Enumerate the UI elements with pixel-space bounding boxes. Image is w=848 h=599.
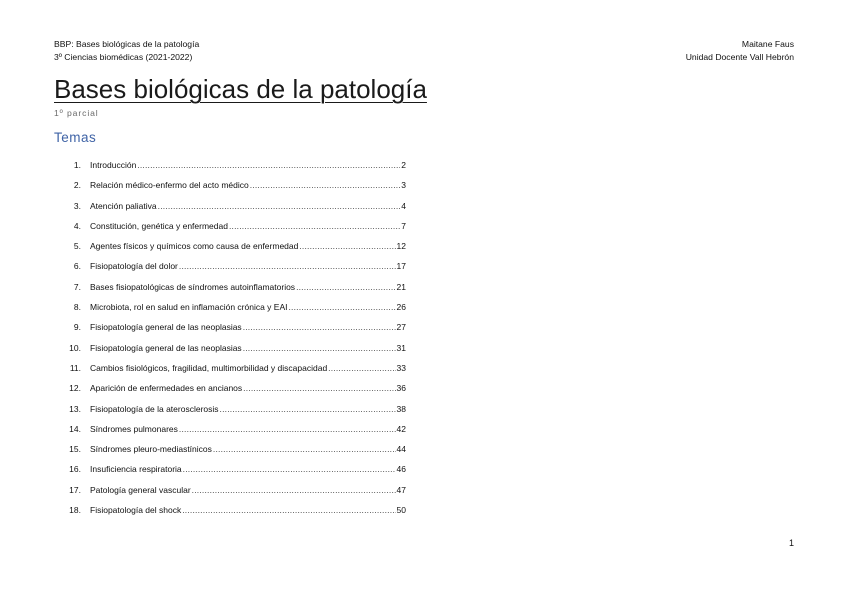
toc-entry-title[interactable]: Microbiota, rol en salud en inflamación crónica y EAI: [90, 302, 288, 313]
toc-entry-page[interactable]: 46: [396, 464, 406, 475]
toc-entry-title[interactable]: Agentes físicos y químicos como causa de enfermedad: [90, 241, 299, 252]
toc-dot-leader: [179, 256, 396, 276]
toc-entry-page[interactable]: 27: [396, 322, 406, 333]
toc-dot-leader: [243, 378, 395, 398]
toc-entry-title[interactable]: Relación médico-enfermo del acto médico: [90, 180, 249, 191]
toc-entry-page[interactable]: 26: [396, 302, 406, 313]
toc-entry-title[interactable]: Síndromes pulmonares: [90, 423, 178, 434]
toc-entry[interactable]: [54, 277, 406, 297]
toc-entry-number: 10.: [69, 342, 81, 353]
toc-entry-page[interactable]: 12: [396, 241, 406, 252]
toc-dot-leader: [328, 358, 395, 378]
toc-entry-page[interactable]: 36: [396, 383, 406, 394]
toc-dot-leader: [243, 338, 396, 358]
toc-entry-number: 6.: [73, 261, 81, 272]
toc-entry[interactable]: [54, 419, 406, 439]
toc-entry-page[interactable]: 31: [396, 342, 406, 353]
toc-entry-number: 5.: [73, 241, 81, 252]
toc-entry[interactable]: [54, 216, 406, 236]
toc-entry-title[interactable]: Patología general vascular: [90, 484, 191, 495]
header-course-name: BBP: Bases biológicas de la patología: [54, 39, 200, 49]
toc-entry[interactable]: [54, 175, 406, 195]
toc-entry[interactable]: [54, 480, 406, 500]
toc-dot-leader: [192, 480, 396, 500]
toc-entry-title[interactable]: Insuficiencia respiratoria: [90, 464, 182, 475]
header-author: Maitane Faus: [741, 39, 794, 49]
toc-entry-title[interactable]: Fisiopatología general de las neoplasias: [90, 342, 242, 353]
toc-entry-number: 3.: [73, 200, 81, 211]
toc-dot-leader: [213, 439, 396, 459]
toc-dot-leader: [158, 196, 401, 216]
running-header-left: [54, 38, 199, 63]
toc-entry-page[interactable]: 7: [401, 220, 406, 231]
toc-dot-leader: [250, 175, 401, 195]
toc-entry-page[interactable]: 33: [396, 362, 406, 373]
toc-entry-number: 9.: [73, 322, 81, 333]
toc-entry-page[interactable]: 21: [396, 281, 406, 292]
toc-entry-title[interactable]: Atención paliativa: [90, 200, 157, 211]
section-heading-temas: Temas: [54, 130, 97, 145]
toc-dot-leader: [229, 216, 400, 236]
toc-entry[interactable]: [54, 378, 406, 398]
toc-entry-page[interactable]: 42: [396, 423, 406, 434]
toc-entry[interactable]: [54, 196, 406, 216]
toc-entry-number: 13.: [69, 403, 81, 414]
toc-entry-page[interactable]: 17: [396, 261, 406, 272]
toc-entry-number: 15.: [69, 444, 81, 455]
toc-dot-leader: [182, 500, 395, 520]
toc-entry-title[interactable]: Fisiopatología general de las neoplasias: [90, 322, 242, 333]
toc-dot-leader: [179, 419, 396, 439]
toc-entry-number: 14.: [69, 423, 81, 434]
toc-dot-leader: [137, 155, 400, 175]
toc-entry-title[interactable]: Síndromes pleuro-mediastínicos: [90, 444, 212, 455]
toc-entry-page[interactable]: 3: [401, 180, 406, 191]
toc-entry-number: 2.: [73, 180, 81, 191]
toc-entry[interactable]: [54, 256, 406, 276]
toc-entry-number: 18.: [69, 505, 81, 516]
toc-entry-title[interactable]: Aparición de enfermedades en ancianos: [90, 383, 243, 394]
table-of-contents: [54, 155, 406, 520]
toc-entry[interactable]: [54, 399, 406, 419]
toc-entry-number: 16.: [69, 464, 81, 475]
toc-entry-page[interactable]: 44: [396, 444, 406, 455]
document-title: Bases biológicas de la patología: [54, 74, 427, 104]
header-unit: Unidad Docente Vall Hebrón: [685, 51, 794, 62]
toc-entry-title[interactable]: Cambios fisiológicos, fragilidad, multimorbilidad y discapacidad: [90, 362, 328, 373]
toc-entry-number: 4.: [73, 220, 81, 231]
toc-entry[interactable]: [54, 317, 406, 337]
toc-entry[interactable]: [54, 439, 406, 459]
toc-entry-title[interactable]: Constitución, genética y enfermedad: [90, 220, 228, 231]
toc-entry-page[interactable]: 38: [396, 403, 406, 414]
toc-entry-number: 17.: [69, 484, 81, 495]
toc-entry[interactable]: [54, 155, 406, 175]
toc-entry[interactable]: [54, 236, 406, 256]
toc-entry-title[interactable]: Fisiopatología del shock: [90, 505, 182, 516]
toc-entry-number: 11.: [69, 362, 81, 373]
toc-entry[interactable]: [54, 358, 406, 378]
toc-dot-leader: [183, 459, 396, 479]
toc-entry-number: 1.: [73, 160, 81, 170]
toc-entry-number: 7.: [73, 281, 81, 292]
toc-entry[interactable]: [54, 297, 406, 317]
toc-entry-number: 12.: [69, 383, 81, 394]
toc-entry-title[interactable]: Introducción: [90, 160, 137, 170]
toc-dot-leader: [220, 399, 396, 419]
toc-entry[interactable]: [54, 500, 406, 520]
toc-entry[interactable]: [54, 459, 406, 479]
toc-entry-page[interactable]: 4: [401, 200, 406, 211]
toc-entry-title[interactable]: Fisiopatología del dolor: [90, 261, 178, 272]
toc-dot-leader: [299, 236, 395, 256]
toc-entry-number: 8.: [73, 302, 81, 313]
document-subtitle: 1º parcial: [54, 108, 99, 118]
toc-entry-page[interactable]: 2: [401, 160, 406, 170]
toc-dot-leader: [288, 297, 395, 317]
toc-entry-title[interactable]: Bases fisiopatológicas de síndromes autoinflamatorios: [90, 281, 296, 292]
toc-dot-leader: [243, 317, 396, 337]
toc-dot-leader: [296, 277, 395, 297]
toc-entry-title[interactable]: Fisiopatología de la aterosclerosis: [90, 403, 219, 414]
header-course-year: 3º Ciencias biomédicas (2021-2022): [54, 51, 193, 62]
toc-entry-page[interactable]: 50: [396, 505, 406, 516]
page-number: 1: [788, 538, 794, 548]
running-header-right: [686, 38, 794, 63]
toc-entry[interactable]: [54, 338, 406, 358]
toc-entry-page[interactable]: 47: [396, 484, 406, 495]
